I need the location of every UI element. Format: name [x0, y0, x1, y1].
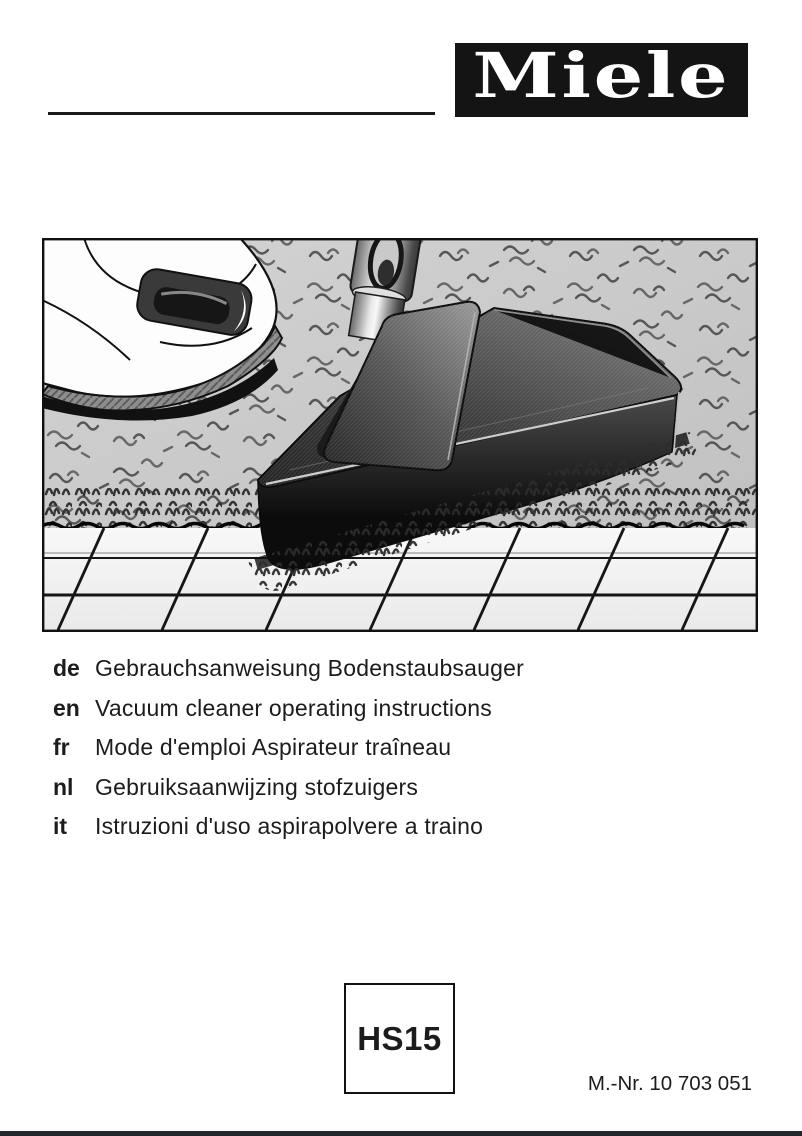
model-badge: HS15	[357, 1019, 442, 1057]
language-row	[53, 655, 693, 695]
vacuum-canister-body	[42, 238, 282, 421]
language-text: Istruzioni d'uso aspirapolvere a traino	[95, 813, 484, 840]
vacuum-illustration-svg	[42, 238, 758, 632]
language-row	[53, 774, 693, 814]
language-code: nl	[53, 773, 74, 800]
language-code: it	[53, 813, 68, 840]
language-code: de	[53, 655, 80, 681]
model-badge-box	[344, 983, 455, 1094]
language-list	[53, 655, 693, 853]
header-rule	[48, 112, 435, 115]
language-row	[53, 734, 693, 774]
miele-logo-text: Miele	[472, 43, 731, 112]
material-number: M.-Nr. 10 703 051	[587, 1072, 752, 1095]
language-text: Gebrauchsanweisung Bodenstaubsauger	[95, 655, 524, 681]
bottom-bar	[0, 1131, 802, 1136]
language-row	[53, 813, 693, 853]
language-code: en	[53, 694, 80, 721]
language-text: Vacuum cleaner operating instructions	[95, 694, 492, 721]
cover-illustration	[42, 238, 758, 632]
language-code: fr	[53, 734, 70, 761]
language-text: Gebruiksaanwijzing stofzuigers	[95, 773, 419, 800]
miele-logo	[455, 43, 748, 117]
language-text: Mode d'emploi Aspirateur traîneau	[95, 734, 452, 761]
language-row	[53, 695, 693, 735]
